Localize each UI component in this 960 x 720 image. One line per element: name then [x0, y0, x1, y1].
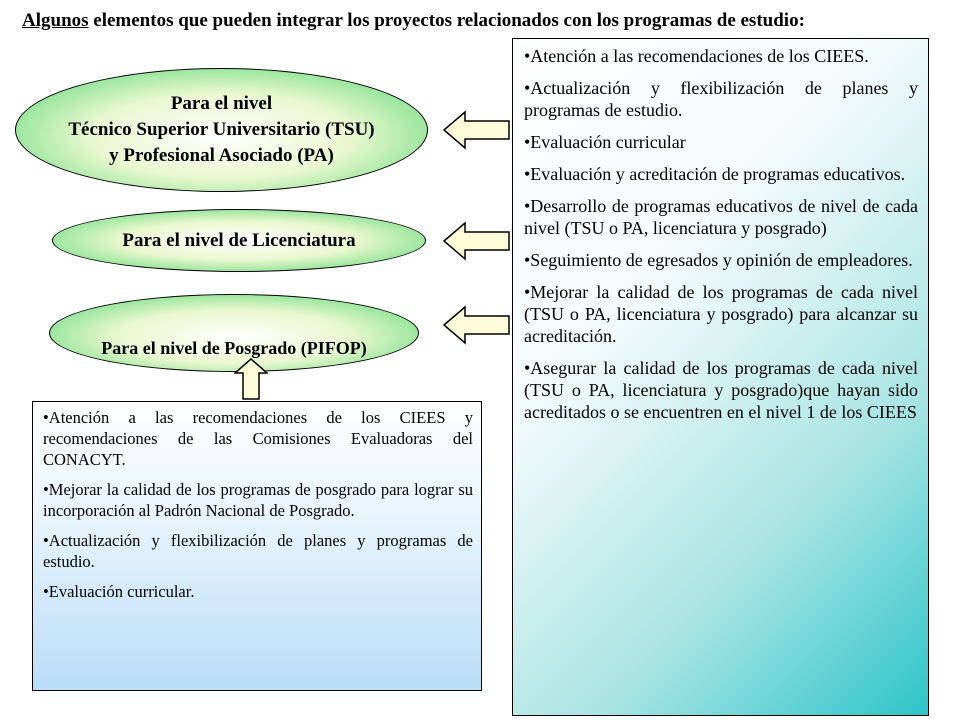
- posgrado-label: Para el nivel de Posgrado (PIFOP): [101, 337, 367, 358]
- tsu-level-ellipse: [15, 68, 428, 192]
- tsu-line-2: Técnico Superior Universitario (TSU): [68, 119, 375, 140]
- left-arrow-icon: [443, 110, 511, 150]
- up-arrow-icon: [234, 358, 268, 400]
- posgrado-elements-box: [32, 401, 482, 691]
- list-item: •Mejorar la calidad de los programas de posgrado para lograr su incorporación al Padrón Nacional de Posgrado.: [43, 480, 473, 520]
- title-rest: elementos que pueden integrar los proyectos relacionados con los programas de estudio:: [88, 10, 805, 31]
- list-item: •Evaluación curricular.: [43, 582, 195, 601]
- list-item: •Mejorar la calidad de los programas de cada nivel (TSU o PA, licenciatura y posgrado) para alcanzar su acreditación.: [524, 282, 918, 346]
- list-item: •Evaluación y acreditación de programas educativos.: [524, 164, 906, 184]
- list-item: •Evaluación curricular: [524, 132, 686, 152]
- left-arrow-icon: [443, 221, 511, 261]
- list-item: •Actualización y flexibilización de planes y programas de estudio.: [43, 531, 473, 571]
- licenciatura-label: Para el nivel de Licenciatura: [122, 229, 356, 251]
- list-item: •Asegurar la calidad de los programas de cada nivel (TSU o PA, licenciatura y posgrado)que hayan sido acreditados o se encuentren en el nivel 1 de los CIEES: [524, 358, 918, 422]
- list-item: •Desarrollo de programas educativos de nivel de cada nivel (TSU o PA, licenciatura y posgrado): [524, 196, 918, 238]
- page-title: [22, 8, 822, 34]
- licenciatura-level-ellipse: [52, 209, 426, 272]
- tsu-line-1: Para el nivel: [170, 93, 273, 114]
- list-item: •Atención a las recomendaciones de los CIEES y recomendaciones de las Comisiones Evaluadoras del CONACYT.: [43, 408, 473, 469]
- right-elements-box: [512, 38, 929, 716]
- left-arrow-icon: [443, 305, 511, 345]
- tsu-line-3: y Profesional Asociado (PA): [109, 145, 334, 166]
- list-item: •Atención a las recomendaciones de los CIEES.: [524, 46, 869, 66]
- list-item: •Seguimiento de egresados y opinión de empleadores.: [524, 250, 913, 270]
- list-item: •Actualización y flexibilización de planes y programas de estudio.: [524, 78, 918, 120]
- title-lead: Algunos: [22, 10, 89, 31]
